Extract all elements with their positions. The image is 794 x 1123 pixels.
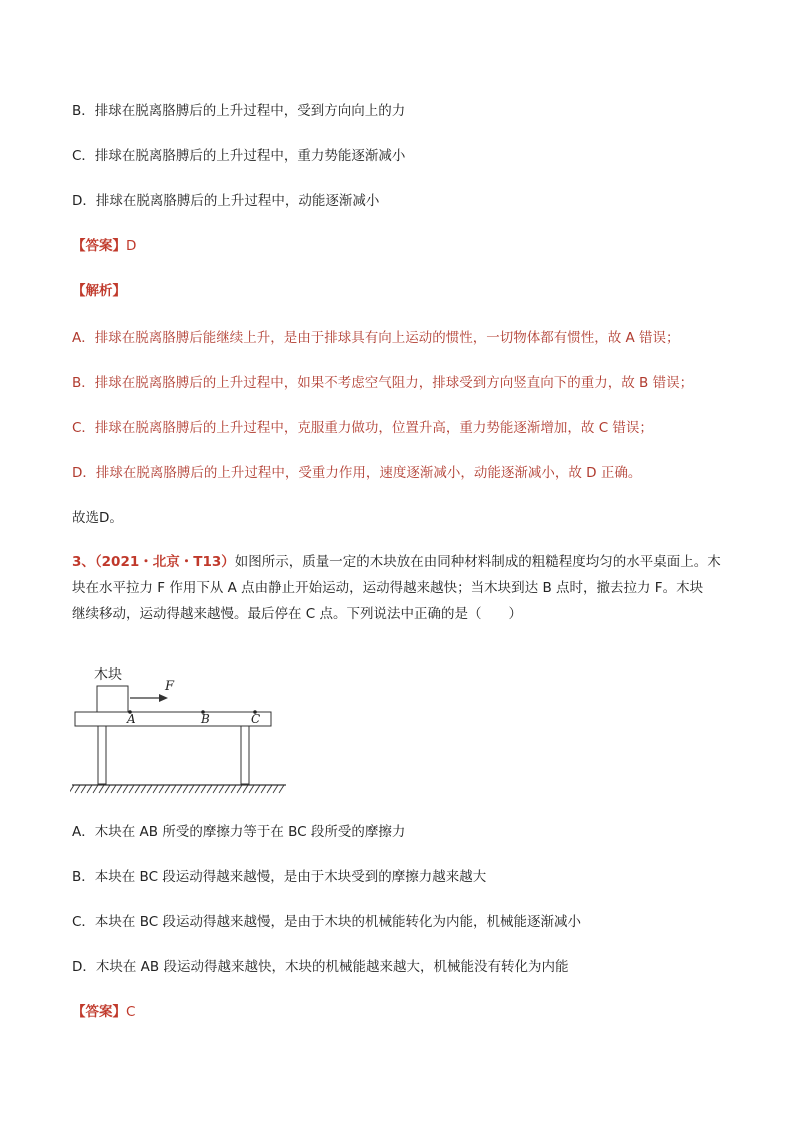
q2-analysis-line-b: B．排球在脱离胳膊后的上升过程中，如果不考虑空气阻力，排球受到方向竖直向下的重力，故 B 错误；	[72, 375, 694, 391]
answer-label: 【答案】	[72, 1004, 126, 1020]
q3-stem-line-2: 块在水平拉力 F 作用下从 A 点由静止开始运动，运动得越来越快；当木块到达 B 点时，撤去拉力 F。木块	[72, 580, 704, 596]
block-label: 木块	[94, 666, 122, 682]
q2-option-b: B．排球在脱离胳膊后的上升过程中，受到方向向上的力	[72, 103, 406, 119]
q2-analysis-line-c: C．排球在脱离胳膊后的上升过程中，克服重力做功，位置升高，重力势能逐渐增加，故 C 错误；	[72, 420, 653, 436]
q2-analysis-label	[72, 281, 126, 301]
block-on-table-figure	[70, 662, 290, 797]
q3-line1: 如图所示，质量一定的木块放在由同种材料制成的粗糙程度均匀的水平桌面上。木	[234, 554, 721, 570]
force-arrow-head	[159, 694, 168, 702]
answer-value: D	[126, 238, 137, 254]
wooden-block	[97, 686, 128, 712]
point-a-label: A	[127, 712, 136, 726]
q3-stem-line-3: 继续移动，运动得越来越慢。最后停在 C 点。下列说法中正确的是（ ）	[72, 606, 523, 622]
point-b-label: B	[201, 712, 210, 726]
q3-stem-line-1	[72, 549, 732, 575]
q3-stem	[72, 549, 732, 627]
q3-option-a: A．木块在 AB 所受的摩擦力等于在 BC 段所受的摩擦力	[72, 824, 406, 840]
analysis-label: 【解析】	[72, 283, 126, 299]
answer-value: C	[126, 1004, 136, 1020]
q3-option-d: D．木块在 AB 段运动得越来越快，木块的机械能越来越大，机械能没有转化为内能	[72, 959, 569, 975]
q3-source: （2021・北京・T13）	[94, 554, 235, 570]
q2-option-d: D．排球在脱离胳膊后的上升过程中，动能逐渐减小	[72, 193, 380, 209]
q3-option-b: B．本块在 BC 段运动得越来越慢，是由于木块受到的摩擦力越来越大	[72, 869, 487, 885]
table-leg-left	[98, 726, 106, 784]
table-leg-right	[241, 726, 249, 784]
q2-conclusion: 故选D。	[72, 510, 123, 526]
answer-label: 【答案】	[72, 238, 126, 254]
q3-answer	[72, 1002, 135, 1022]
q2-analysis-line-d: D．排球在脱离胳膊后的上升过程中，受重力作用，速度逐渐减小，动能逐渐减小，故 D 正确。	[72, 465, 642, 481]
ground-hatching	[70, 785, 284, 793]
q2-analysis-line-a: A．排球在脱离胳膊后能继续上升，是由于排球具有向上运动的惯性，一切物体都有惯性，故 A 错误；	[72, 330, 680, 346]
point-c-label: C	[251, 712, 261, 726]
table-top	[75, 712, 271, 726]
q2-answer	[72, 236, 136, 256]
q3-option-c: C．本块在 BC 段运动得越来越慢，是由于木块的机械能转化为内能，机械能逐渐减小	[72, 914, 581, 930]
q3-number: 3、	[72, 554, 95, 570]
force-label: F	[165, 679, 175, 694]
q2-option-c: C．排球在脱离胳膊后的上升过程中，重力势能逐渐减小	[72, 148, 406, 164]
